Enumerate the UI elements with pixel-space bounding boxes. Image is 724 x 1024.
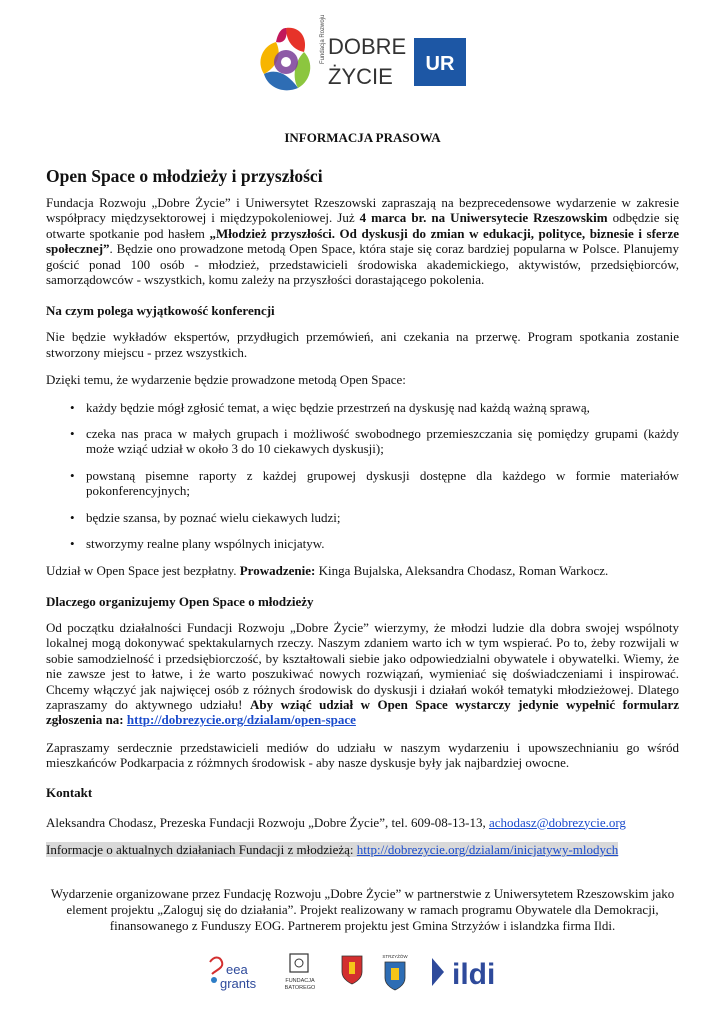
svg-text:eea: eea	[226, 962, 248, 977]
contact-line: Aleksandra Chodasz, Prezeska Fundacji Rozwoju „Dobre Życie”, tel. 609-08-13-13, achodasz@dobrezycie.org	[46, 814, 626, 830]
press-release-label: INFORMACJA PRASOWA	[284, 130, 441, 145]
list-item: • czeka nas praca w małych grupach i możliwość swobodnego przemieszczania się pomiędzy grupami (każdy może wziąć udział w około 3 do 10 ciekawych dyskusji);	[70, 426, 679, 457]
strzyzow-logo	[380, 952, 410, 992]
ildi-logo	[430, 952, 520, 992]
paragraph-method: Dzięki temu, że wydarzenie będzie prowadzone metodą Open Space:	[46, 372, 406, 388]
dobre-zycie-logo	[256, 14, 407, 96]
list-item: • powstaną pisemne raporty z każdej grupowej dyskusji dostępne dla każdego w formie materiałów pokonferencyjnych;	[70, 467, 679, 499]
section-heading-contact: Kontakt	[46, 784, 93, 800]
bullet-icon: •	[70, 509, 75, 525]
list-item: • każdy będzie mógł zgłosić temat, a więc będzie przestrzeń na dyskusję nad każdą ważną sprawą,	[70, 399, 590, 415]
svg-text:BATOREGO: BATOREGO	[284, 985, 316, 991]
brand-line1: DOBRE	[328, 34, 407, 59]
svg-text:STRZYŻÓW: STRZYŻÓW	[382, 954, 408, 959]
bullet-icon: •	[70, 426, 75, 442]
brand-line2: ŻYCIE	[328, 64, 393, 89]
svg-text:FUNDACJA: FUNDACJA	[285, 978, 315, 984]
benefits-list	[46, 400, 679, 552]
why-paragraph: Od początku działalności Fundacji Rozwoju „Dobre Życie” wierzymy, że młodzi ludzie dla dobra swojej wspólnoty lokalnej mogą dokonywać spektakularnych rzeczy. Naszym zdaniem warto ich w tym wspierać. Po to, żeby rozwijali w sobie samodzielność i przedsiębiorczość, by kształtowali siebie jako odpowiedzialni obywatele i obywatelki. Wiemy, że nie zawsze jest to łatwe, i że warto poszukiwać nowych rozwiązań, wymieniać się doświadczeniami i inspirować. Chcemy włączyć jak najwięcej osób z różnych środowisk do dyskusji i działań wokół tematyki młodzieżowej. Dlatego zapraszamy do aktywnego udziału! Aby wziąć udział w Open Space wystarczy jedynie wypełnić formularz zgłoszenia na: http://dobrezycie.org/dzialam/open-space	[46, 619, 679, 728]
header-logos	[0, 14, 724, 100]
list-item: • stworzymy realne plany wspólnych inicjatyw.	[70, 536, 325, 552]
intro-paragraph: Fundacja Rozwoju „Dobre Życie” i Uniwersytet Rzeszowski zapraszają na bezprecedensowe wydarzenie w zakresie współpracy międzysektorowej i międzypokoleniowej. Już 4 marca br. na Uniwersytecie Rzeszowskim odbędzie się otwarte spotkanie pod hasłem „Młodzież przyszłości. Od dyskusji do zmian w edukacji, polityce, biznesie i sferze społecznej”. Będzie ono prowadzone metodą Open Space, która staje się coraz bardziej popularna w Polsce. Planujemy gościć ponad 100 osób - młodzież, przedstawicieli środowiska akademickiego, aktywistów, przedsiębiorców, samorządowców - wszystkich, komu zależy na przyszłości dorastającego pokolenia.	[46, 195, 679, 288]
main-content	[46, 130, 679, 869]
eea-grants-logo	[206, 952, 266, 992]
footer-logos	[0, 952, 724, 996]
registration-link[interactable]: http://dobrezycie.org/dzialam/open-space	[126, 712, 356, 728]
list-item: • będzie szansa, by poznać wielu ciekawych ludzi;	[70, 509, 341, 525]
paragraph-no-lectures: Nie będzie wykładów ekspertów, przydługich przemówień, ani czekania na przerwę. Program spotkania zostanie stworzony miejscu - przez wszystkich.	[46, 329, 679, 360]
brand-vertical-text: Fundacja Rozwoju	[320, 14, 326, 64]
media-invitation-paragraph: Zapraszamy serdecznie przedstawicieli mediów do udziału w naszym wydarzeniu i upowszechnianiu go wśród mieszkańców Podkarpacia z różmnych środowisk - aby nasze dyskusje były jak najbardziej owocne.	[46, 739, 679, 771]
participation-paragraph: Udział w Open Space jest bezpłatny. Prowadzenie: Kinga Bujalska, Aleksandra Chodasz, Roman Warkocz.	[46, 562, 609, 578]
section-heading-why: Dlaczego organizujemy Open Space o młodzieży	[46, 593, 314, 609]
footer-text: Wydarzenie organizowane przez Fundację Rozwoju „Dobre Życie” w partnerstwie z Uniwersytetem Rzeszowskim jako element projektu „Zaloguj się do działania”. Projekt realizowany w ramach programu Obywatele dla Demokracji, finansowanego z Funduszy EOG. Partnerem projektu jest Gmina Strzyżów i islandzka firma Ildi.	[50, 886, 675, 933]
svg-text:grants: grants	[220, 976, 257, 991]
petals-icon	[260, 28, 310, 91]
batory-foundation-logo	[280, 952, 320, 992]
bullet-icon: •	[70, 536, 75, 552]
section-heading-uniqueness: Na czym polega wyjątkowość konferencji	[46, 303, 275, 319]
strzyzow-coat-of-arms-icon	[340, 954, 364, 986]
bullet-icon: •	[70, 467, 75, 483]
contact-email-link[interactable]: achodasz@dobrezycie.org	[488, 814, 626, 830]
info-line: Informacje o aktualnych działaniach Fundacji z młodzieżą: http://dobrezycie.org/dzialam/inicjatywy-mlodych	[46, 841, 619, 857]
youth-initiatives-link[interactable]: http://dobrezycie.org/dzialam/inicjatywy-mlodych	[356, 841, 619, 857]
bullet-icon: •	[70, 399, 75, 415]
svg-text:ildi: ildi	[452, 958, 496, 991]
university-logo	[414, 38, 466, 86]
university-logo-text: UR	[425, 53, 455, 75]
page-title: Open Space o młodzieży i przyszłości	[46, 166, 323, 186]
